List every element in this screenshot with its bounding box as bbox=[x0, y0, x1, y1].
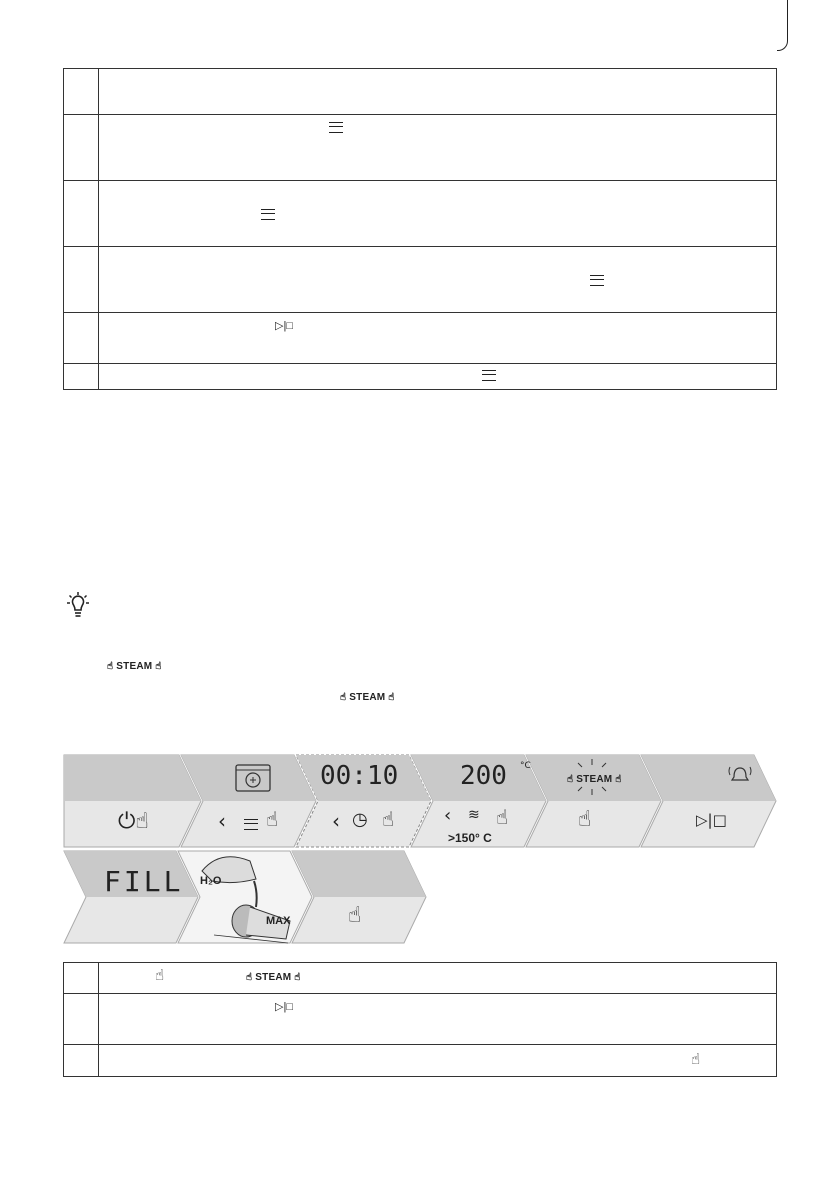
top-steps-table bbox=[63, 68, 777, 390]
temperature-note: >150° C bbox=[448, 831, 492, 845]
scroll-hand-icon[interactable]: ☝︎ bbox=[496, 805, 509, 829]
step-text bbox=[99, 247, 777, 313]
table-row bbox=[64, 994, 777, 1045]
menu-left-arrow[interactable]: ‹ bbox=[218, 809, 226, 833]
page-corner-bracket bbox=[777, 0, 788, 51]
tap-hand-icon[interactable]: ☝︎ bbox=[348, 903, 362, 928]
step-number bbox=[64, 181, 99, 247]
clock-left-arrow[interactable]: ‹ bbox=[332, 809, 340, 833]
steam-hand-icon: ☝︎ bbox=[340, 692, 347, 703]
table-row bbox=[64, 181, 777, 247]
play-stop-button[interactable]: ▷|□ bbox=[696, 811, 727, 829]
step-text bbox=[99, 1045, 777, 1077]
h2o-label: H₂O bbox=[200, 875, 222, 887]
steam-hand-icon: ☝︎ bbox=[388, 692, 395, 703]
table-row bbox=[64, 69, 777, 115]
step-number bbox=[64, 364, 99, 390]
power-button[interactable]: ⏻☝︎ bbox=[118, 809, 149, 834]
step-number bbox=[64, 313, 99, 364]
control-panel-strip-1 bbox=[64, 755, 776, 847]
step-number bbox=[64, 115, 99, 181]
steam-hand-icon: ☝︎ bbox=[246, 972, 253, 983]
menu-icon bbox=[329, 122, 343, 133]
heat-waves-icon: ≋ bbox=[468, 807, 480, 823]
step-text bbox=[99, 115, 777, 181]
step-number bbox=[64, 1045, 99, 1077]
step-number bbox=[64, 69, 99, 115]
lightbulb-icon bbox=[64, 592, 92, 626]
step-number bbox=[64, 963, 99, 994]
menu-icon bbox=[482, 370, 496, 381]
table-row bbox=[64, 313, 777, 364]
max-label: MAX bbox=[266, 915, 291, 927]
menu-icon bbox=[590, 275, 604, 286]
steam-hand-icon: ☝︎ bbox=[155, 967, 165, 984]
temperature-display: 200 bbox=[460, 761, 507, 791]
control-panel-strip-2 bbox=[64, 851, 430, 943]
step-text bbox=[99, 994, 777, 1045]
table-row bbox=[64, 247, 777, 313]
steam-tap-hand-icon[interactable]: ☝︎ bbox=[578, 807, 592, 832]
steam-text: STEAM bbox=[116, 661, 153, 672]
steam-hand-icon: ☝︎ bbox=[567, 774, 574, 785]
scroll-hand-icon[interactable]: ☝︎ bbox=[266, 807, 279, 831]
clock-icon: ◷ bbox=[352, 809, 368, 830]
menu-icon bbox=[244, 819, 258, 830]
bottom-steps-table bbox=[63, 962, 777, 1077]
table-row bbox=[64, 115, 777, 181]
step-text bbox=[99, 69, 777, 115]
steam-display: STEAM bbox=[576, 774, 613, 785]
step-number bbox=[64, 994, 99, 1045]
step-text bbox=[99, 181, 777, 247]
steam-hand-icon: ☝︎ bbox=[691, 1051, 701, 1068]
table-row bbox=[64, 364, 777, 390]
steam-hand-icon: ☝︎ bbox=[615, 774, 622, 785]
steam-label-icon bbox=[246, 972, 301, 983]
heat-left-arrow[interactable]: ‹ bbox=[444, 805, 452, 826]
panel-shapes bbox=[64, 755, 776, 847]
steam-text: STEAM bbox=[349, 692, 386, 703]
menu-icon bbox=[261, 209, 275, 220]
play-stop-icon: ▷|□ bbox=[275, 320, 293, 332]
step-number bbox=[64, 247, 99, 313]
steam-label-icon bbox=[107, 661, 162, 672]
timer-display: 00:10 bbox=[320, 761, 399, 791]
steam-text: STEAM bbox=[255, 972, 292, 983]
steam-label-icon bbox=[340, 692, 395, 703]
temperature-unit: °C bbox=[520, 761, 531, 771]
step-text bbox=[99, 313, 777, 364]
fill-display: FILL bbox=[104, 865, 184, 898]
steam-hand-icon: ☝︎ bbox=[155, 661, 162, 672]
step-text bbox=[99, 364, 777, 390]
steam-hand-icon: ☝︎ bbox=[294, 972, 301, 983]
steam-label-icon bbox=[567, 774, 622, 785]
table-row bbox=[64, 963, 777, 994]
steam-hand-icon: ☝︎ bbox=[107, 661, 114, 672]
play-stop-icon: ▷|□ bbox=[275, 1001, 293, 1013]
step-text bbox=[99, 963, 777, 994]
table-row bbox=[64, 1045, 777, 1077]
scroll-hand-icon[interactable]: ☝︎ bbox=[382, 807, 395, 831]
